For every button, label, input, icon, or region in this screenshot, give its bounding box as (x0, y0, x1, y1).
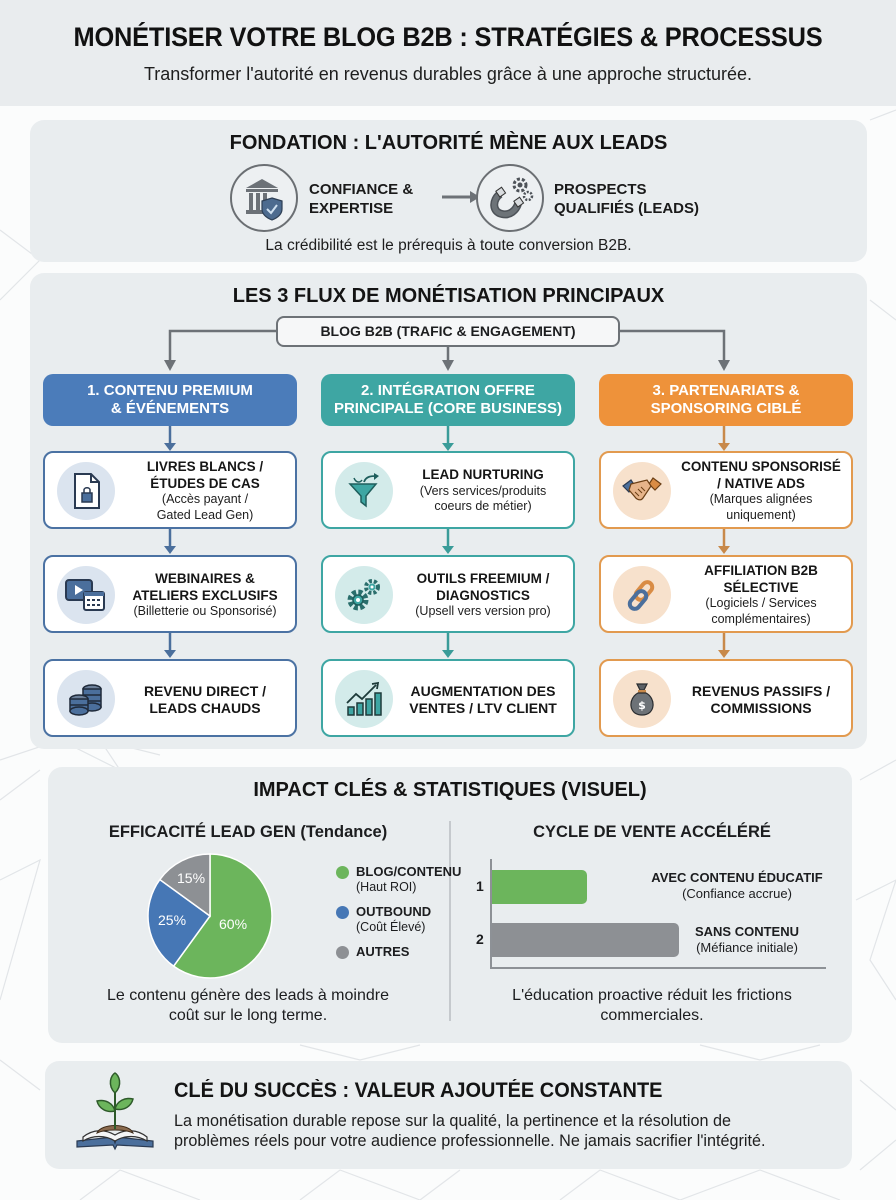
bar-label-with-content: AVEC CONTENU ÉDUCATIF (Confiance accrue) (651, 870, 823, 901)
card-passive-revenue: $ REVENUS PASSIFS / COMMISSIONS (599, 659, 853, 737)
foundation-caption: La crédibilité est le prérequis à toute conversion B2B. (265, 237, 632, 254)
bar-chart-x-axis (490, 967, 826, 969)
page-title: MONÉTISER VOTRE BLOG B2B : STRATÉGIES & PROCESSUS (73, 22, 823, 52)
impact-title: IMPACT CLÉS & STATISTIQUES (VISUEL) (253, 779, 647, 801)
funnel-icon (335, 462, 393, 520)
stream-header-partnerships: 3. PARTENARIATS & SPONSORING CIBLÉ (599, 374, 853, 426)
impact-section: IMPACT CLÉS & STATISTIQUES (VISUEL) EFFICACITÉ LEAD GEN (Tendance) 60% 25% 15% BLOG/CONTENU (Haut ROI) OUTBOUND (Coût Élevé) AUTRES Le contenu génère des leads à moindre coût sur le long terme. CYCLE DE VENTE ACCÉLÉRÉ 1 2 AVEC CONTENU ÉDUCATIF (Confiance accrue) SANS CONTENU (Méfiance initiale) L'éducation proactive réduit les frictions commerciales. (48, 767, 852, 1043)
legend-dot-grey (336, 946, 349, 959)
stream-header-core-business: 2. INTÉGRATION OFFRE PRINCIPALE (CORE BUSINESS) (321, 374, 575, 426)
pie-label-25: 25% (158, 912, 187, 928)
streams-title: LES 3 FLUX DE MONÉTISATION PRINCIPAUX (232, 285, 665, 307)
card-direct-revenue: REVENU DIRECT / LEADS CHAUDS (43, 659, 297, 737)
chain-link-icon (613, 566, 671, 624)
handshake-icon (613, 462, 671, 520)
plant-book-icon (73, 1071, 157, 1155)
svg-text:$: $ (638, 699, 646, 712)
card-affiliation: AFFILIATION B2B SÉLECTIVE (Logiciels / Services complémentaires) (599, 555, 853, 633)
pie-label-60: 60% (219, 916, 248, 932)
bar-chart-title: CYCLE DE VENTE ACCÉLÉRÉ (533, 823, 771, 841)
card-webinars: WEBINAIRES & ATELIERS EXCLUSIFS (Billetterie ou Sponsorisé) (43, 555, 297, 633)
bar-without-content (492, 923, 679, 957)
coin-stacks-icon (57, 670, 115, 728)
foundation-left-label: CONFIANCE & EXPERTISE (309, 181, 414, 217)
key-success-title: CLÉ DU SUCCÈS : VALEUR AJOUTÉE CONSTANTE (174, 1079, 663, 1102)
bar-index-2: 2 (476, 931, 484, 947)
card-freemium-tools: OUTILS FREEMIUM / DIAGNOSTICS (Upsell vers version pro) (321, 555, 575, 633)
bar-label-without-content: SANS CONTENU (Méfiance initiale) (694, 924, 799, 955)
card-white-papers: LIVRES BLANCS / ÉTUDES DE CAS (Accès payant / Gated Lead Gen) (43, 451, 297, 529)
card-lead-nurturing: LEAD NURTURING (Vers services/produits coeurs de métier) (321, 451, 575, 529)
impact-divider (449, 821, 451, 1021)
page-subtitle: Transformer l'autorité en revenus durables grâce à une approche structurée. (143, 64, 753, 84)
stream-header-premium: 1. CONTENU PREMIUM & ÉVÉNEMENTS (43, 374, 297, 426)
pie-label-15: 15% (177, 870, 206, 886)
money-bag-icon (613, 670, 671, 728)
video-calendar-icon (57, 566, 115, 624)
pie-chart-title: EFFICACITÉ LEAD GEN (Tendance) (108, 823, 388, 841)
legend-dot-blue (336, 906, 349, 919)
locked-document-icon (57, 462, 115, 520)
foundation-right-label: PROSPECTS QUALIFIÉS (LEADS) (554, 181, 699, 217)
bar-caption: L'éducation proactive réduit les frictions commerciales. (512, 987, 792, 1024)
gears-icon (335, 566, 393, 624)
card-sponsored-content: CONTENU SPONSORISÉ / NATIVE ADS (Marques alignées uniquement) (599, 451, 853, 529)
growth-chart-icon (335, 670, 393, 728)
key-success-section (45, 1061, 852, 1169)
bar-with-content (492, 870, 587, 904)
card-sales-growth: AUGMENTATION DES VENTES / LTV CLIENT (321, 659, 575, 737)
legend-dot-green (336, 866, 349, 879)
foundation-title: FONDATION : L'AUTORITÉ MÈNE AUX LEADS (229, 132, 668, 154)
key-success-text: La monétisation durable repose sur la qualité, la pertinence et la résolution de problèmes réels pour votre audience professionnelle. Ne jamais sacrifier l'intégrité. (174, 1112, 766, 1150)
pie-caption: Le contenu génère des leads à moindre coût sur le long terme. (107, 987, 389, 1024)
root-blog-b2b-box: BLOG B2B (TRAFIC & ENGAGEMENT) (276, 316, 620, 347)
bar-index-1: 1 (476, 878, 484, 894)
